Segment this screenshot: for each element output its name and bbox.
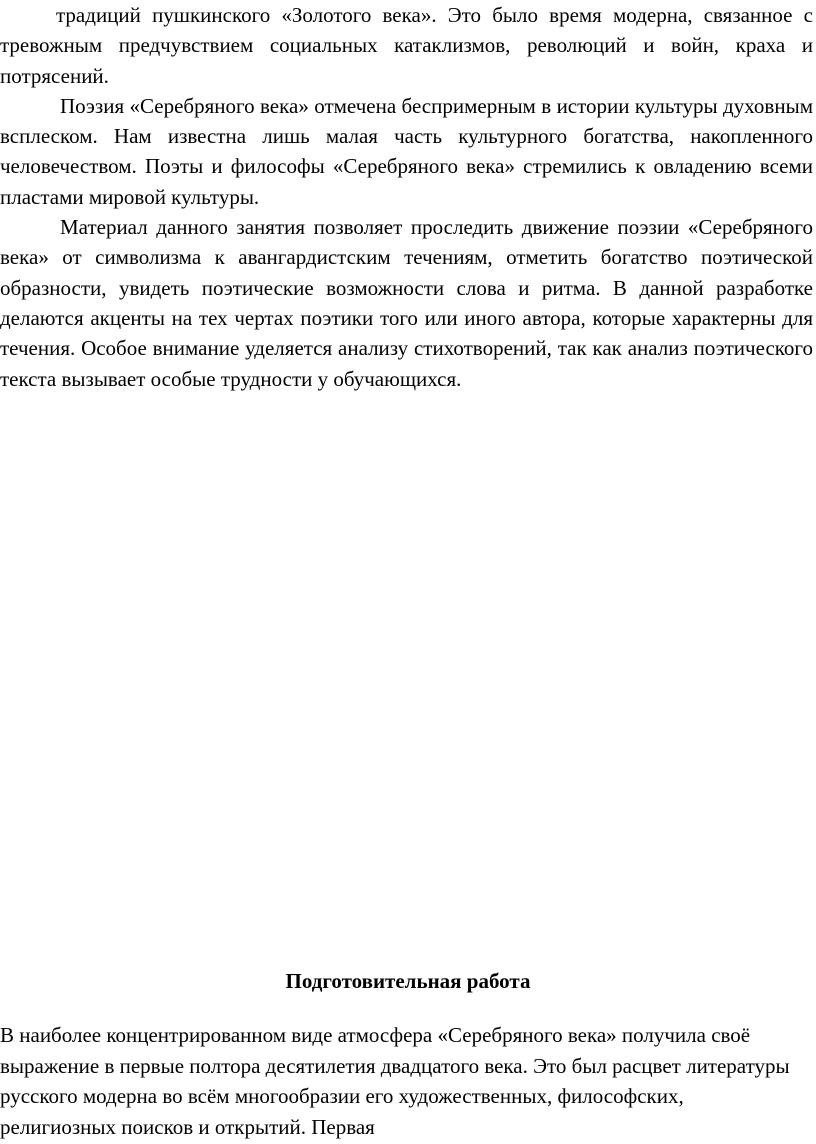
paragraph-preparatory-work: В наиболее концентрированном виде атмосфера «Серебряного века» получила своё выражение в первые полтора десятилетия двадцатого века. Это был расцвет литературы русского модерна во всём многообразии его художественных, философских, религиозных поисков и открытий. Первая (0, 1023, 790, 1139)
paragraph-silver-age-poetry: Поэзия «Серебряного века» отмечена беспримерным в истории культуры духовным всплеском. Нам известна лишь малая часть культурного богатства, накопленного человечеством. Поэты и философы «Серебряного века» стремились к овладению всеми пластами мировой культуры. (0, 93, 813, 209)
intro-text-block (0, 0, 813, 394)
paragraph-continued: традиций пушкинского «Золотого века». Это было время модерна, связанное с тревожным предчувствием социальных катаклизмов, революций и войн, краха и потрясений. (0, 3, 813, 88)
section-heading: Подготовительная работа (285, 969, 531, 993)
paragraph-lesson-material: Материал данного занятия позволяет проследить движение поэзии «Серебряного века» от символизма к авангардистским течениям, отметить богатство поэтической образности, увидеть поэтические возможности слова и ритма. В данной разработке делаются акценты на тех чертах поэтики того или иного автора, которые характерны для течения. Особое внимание уделяется анализу стихотворений, так как анализ поэтического текста вызывает особые трудности у обучающихся. (0, 215, 813, 391)
